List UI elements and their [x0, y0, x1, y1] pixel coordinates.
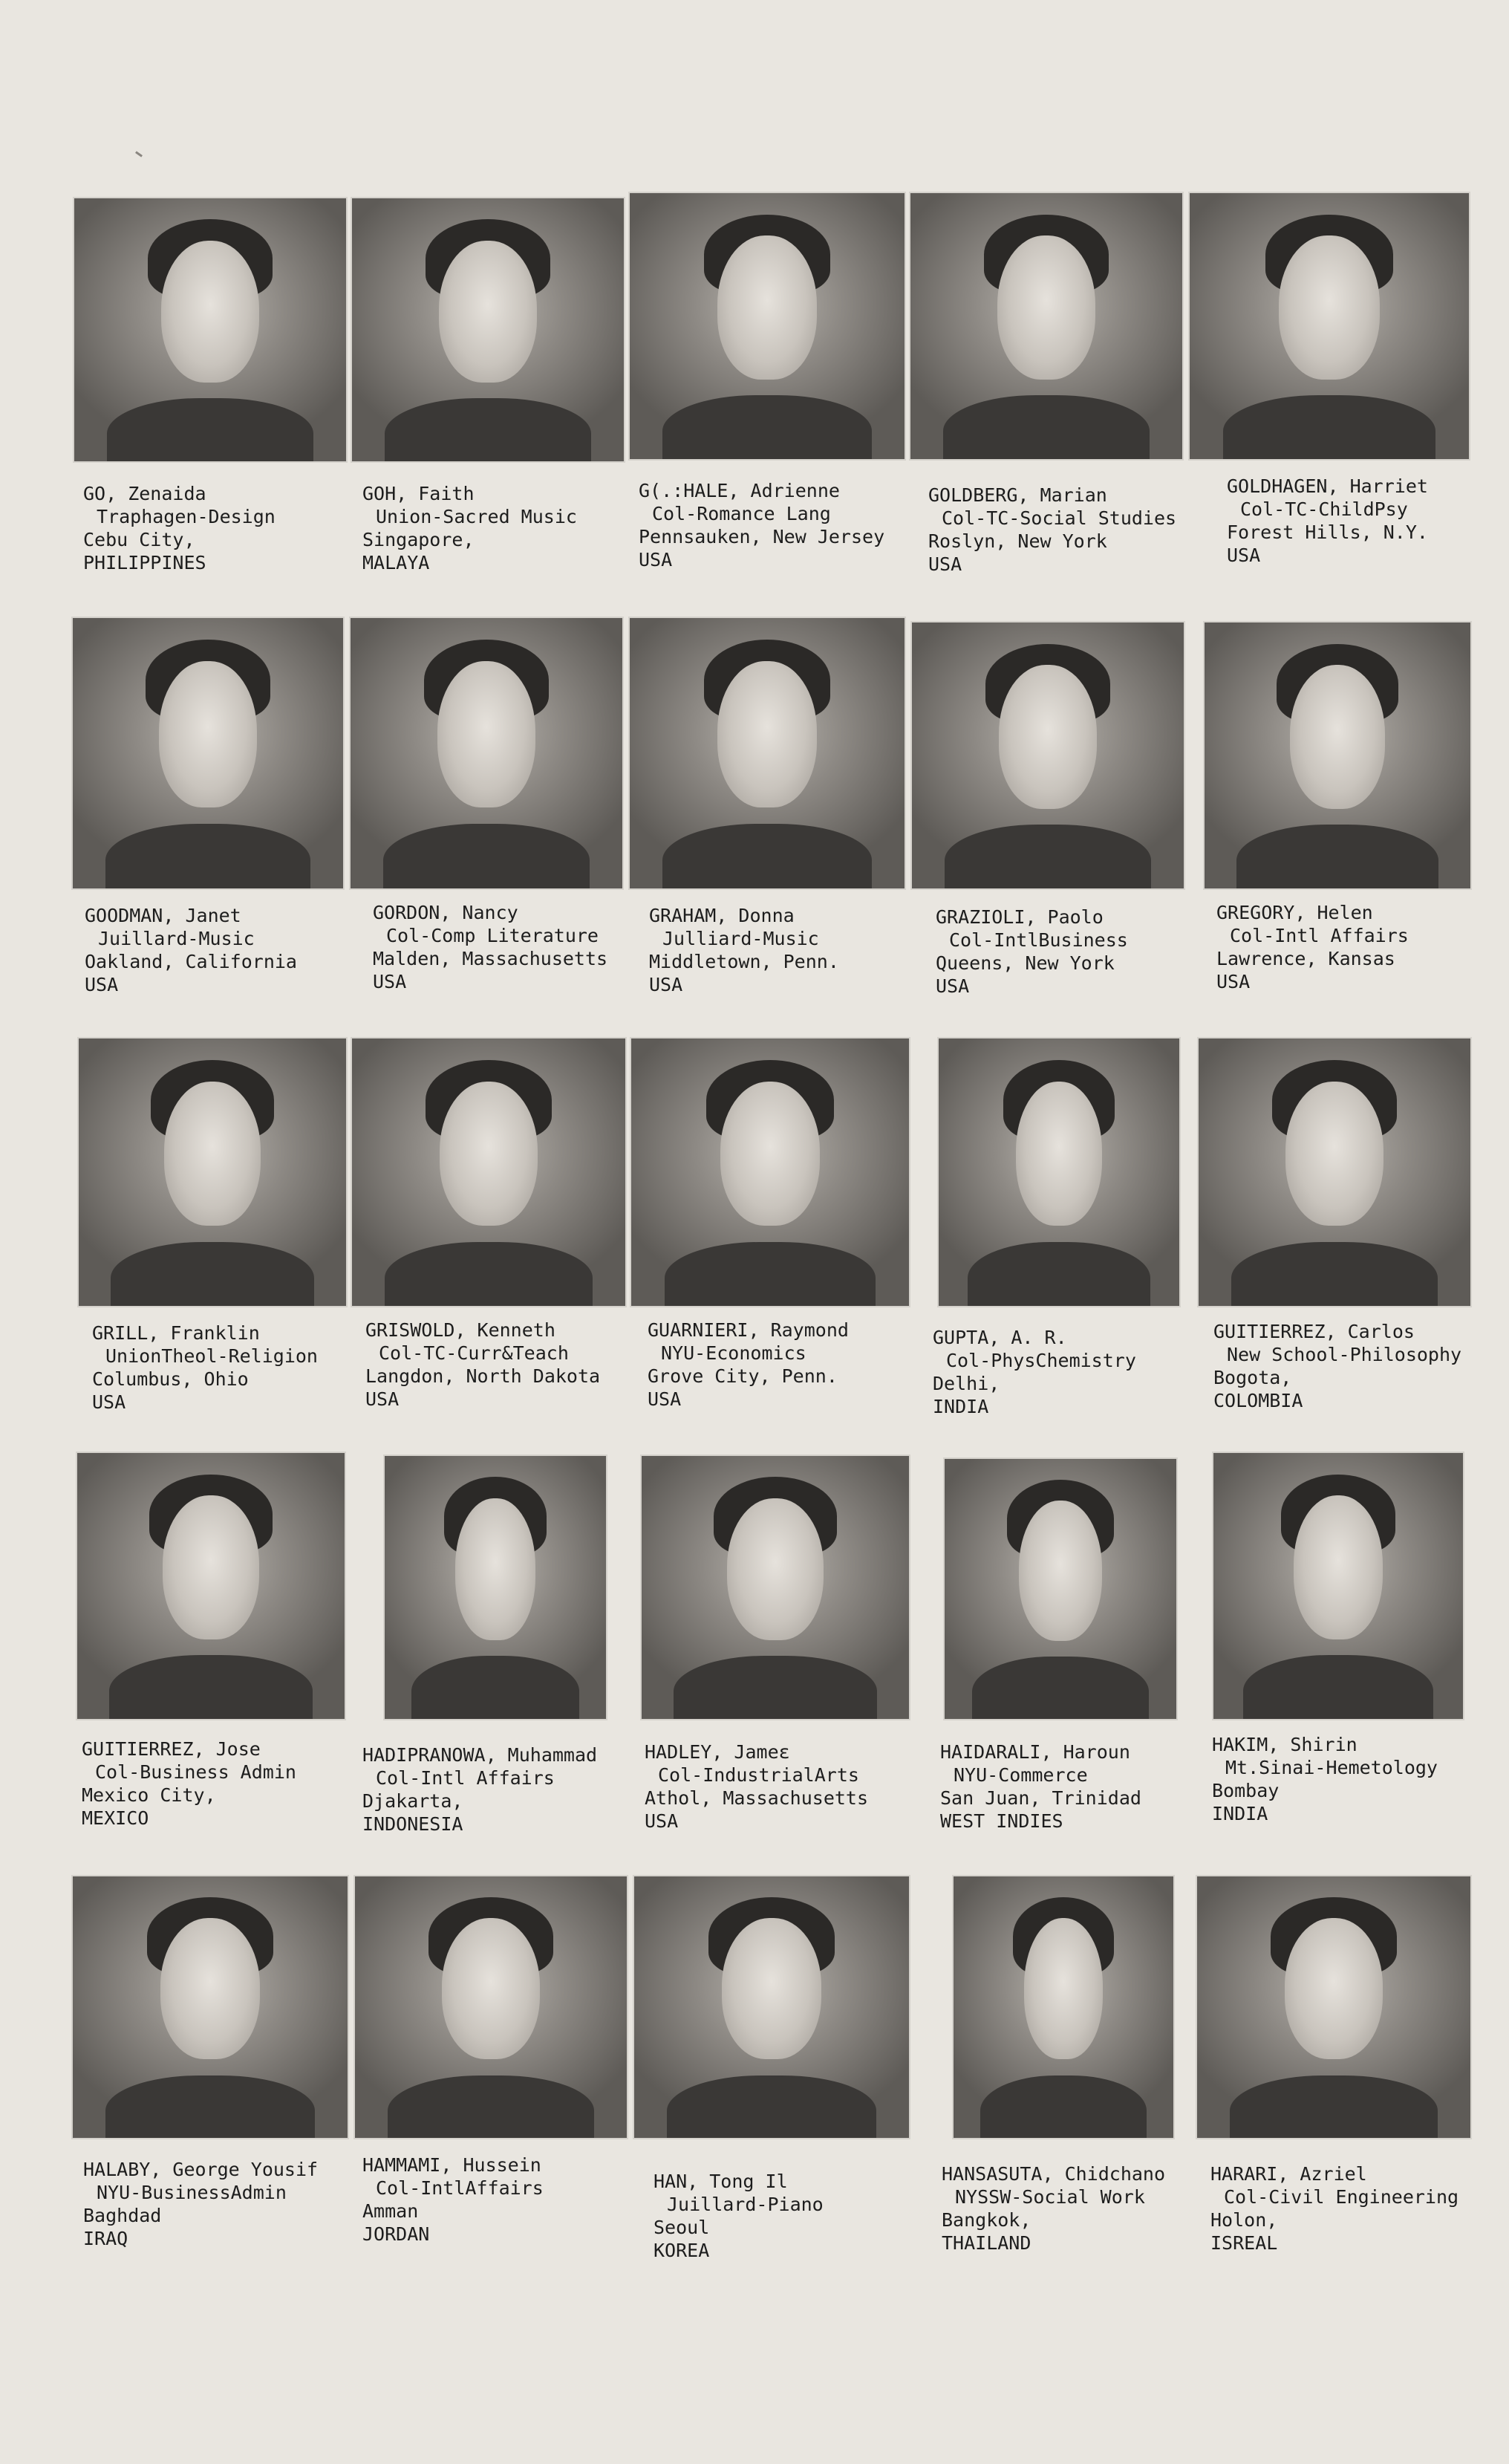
student-caption: GOLDBERG, Marian Col-TC-Social Studies Roslyn, New York USA	[928, 484, 1177, 575]
portrait-photo	[77, 1037, 348, 1307]
portrait-photo	[910, 621, 1185, 890]
portrait-photo	[76, 1452, 346, 1720]
portrait-photo	[71, 617, 345, 890]
portrait-photo	[952, 1875, 1175, 2139]
portrait-photo	[1196, 1875, 1472, 2139]
student-caption: GOLDHAGEN, Harriet Col-TC-ChildPsy Forest Hills, N.Y. USA	[1227, 475, 1428, 566]
portrait-photo	[351, 1037, 627, 1307]
student-caption: GRISWOLD, Kenneth Col-TC-Curr&Teach Langdon, North Dakota USA	[365, 1319, 601, 1410]
portrait-photo	[1212, 1452, 1464, 1720]
student-caption: HAIDARALI, Haroun NYU-Commerce San Juan, Trinidad WEST INDIES	[940, 1741, 1141, 1832]
portrait-photo	[630, 1037, 910, 1307]
portrait-photo	[628, 617, 906, 890]
portrait-photo	[73, 197, 348, 463]
portrait-photo	[351, 197, 625, 463]
portrait-photo	[943, 1457, 1178, 1720]
student-caption: GUPTA, A. R. Col-PhysChemistry Delhi, INDIA	[933, 1327, 1136, 1417]
student-caption: HAN, Tong Il Juillard-Piano Seoul KOREA	[654, 2171, 824, 2261]
portrait-photo	[349, 617, 624, 890]
student-caption: GOH, Faith Union-Sacred Music Singapore, MALAYA	[362, 483, 577, 573]
student-caption: GRAZIOLI, Paolo Col-IntlBusiness Queens, New York USA	[936, 906, 1128, 997]
student-caption: GREGORY, Helen Col-Intl Affairs Lawrence, Kansas USA	[1216, 902, 1409, 992]
student-caption: HALABY, George Yousif NYU-BusinessAdmin Baghdad IRAQ	[83, 2159, 319, 2249]
portrait-photo	[353, 1875, 628, 2139]
student-caption: GOODMAN, Janet Juillard-Music Oakland, California USA	[85, 905, 297, 995]
student-caption: HADIPRANOWA, Muhammad Col-Intl Affairs Djakarta, INDONESIA	[362, 1744, 598, 1835]
page-speck	[135, 151, 143, 157]
portrait-photo	[383, 1454, 607, 1720]
portrait-photo	[909, 192, 1184, 461]
portrait-photo	[1203, 621, 1472, 890]
portrait-photo	[71, 1875, 349, 2139]
student-caption: HARARI, Azriel Col-Civil Engineering Holon, ISREAL	[1210, 2163, 1459, 2254]
student-caption: GUARNIERI, Raymond NYU-Economics Grove City, Penn. USA	[648, 1319, 849, 1410]
portrait-photo	[937, 1037, 1181, 1307]
student-caption: GUITIERREZ, Jose Col-Business Admin Mexico City, MEXICO	[82, 1738, 296, 1829]
student-caption: HAMMAMI, Hussein Col-IntlAffairs Amman JORDAN	[362, 2154, 544, 2245]
student-caption: GUITIERREZ, Carlos New School-Philosophy Bogota, COLOMBIA	[1213, 1321, 1462, 1411]
student-caption: HADLEY, Jameɛ Col-IndustrialArts Athol, Massachusetts USA	[645, 1741, 869, 1832]
student-caption: GORDON, Nancy Col-Comp Literature Malden, Massachusetts USA	[373, 902, 608, 992]
student-caption: HAKIM, Shirin Mt.Sinai-Hemetology Bombay INDIA	[1212, 1734, 1438, 1824]
student-caption: GRAHAM, Donna Julliard-Music Middletown, Penn. USA	[649, 905, 839, 995]
portrait-photo	[628, 192, 906, 461]
student-caption: HANSASUTA, Chidchano NYSSW-Social Work Bangkok, THAILAND	[942, 2163, 1166, 2254]
portrait-photo	[1188, 192, 1470, 461]
student-caption: G(.:HALE, Adrienne Col-Romance Lang Pennsauken, New Jersey USA	[639, 480, 885, 571]
portrait-photo	[640, 1454, 910, 1720]
student-caption: GO, Zenaida Traphagen-Design Cebu City, PHILIPPINES	[83, 483, 276, 573]
portrait-photo	[1197, 1037, 1472, 1307]
portrait-photo	[633, 1875, 910, 2139]
student-caption: GRILL, Franklin UnionTheol-Religion Columbus, Ohio USA	[92, 1322, 318, 1413]
